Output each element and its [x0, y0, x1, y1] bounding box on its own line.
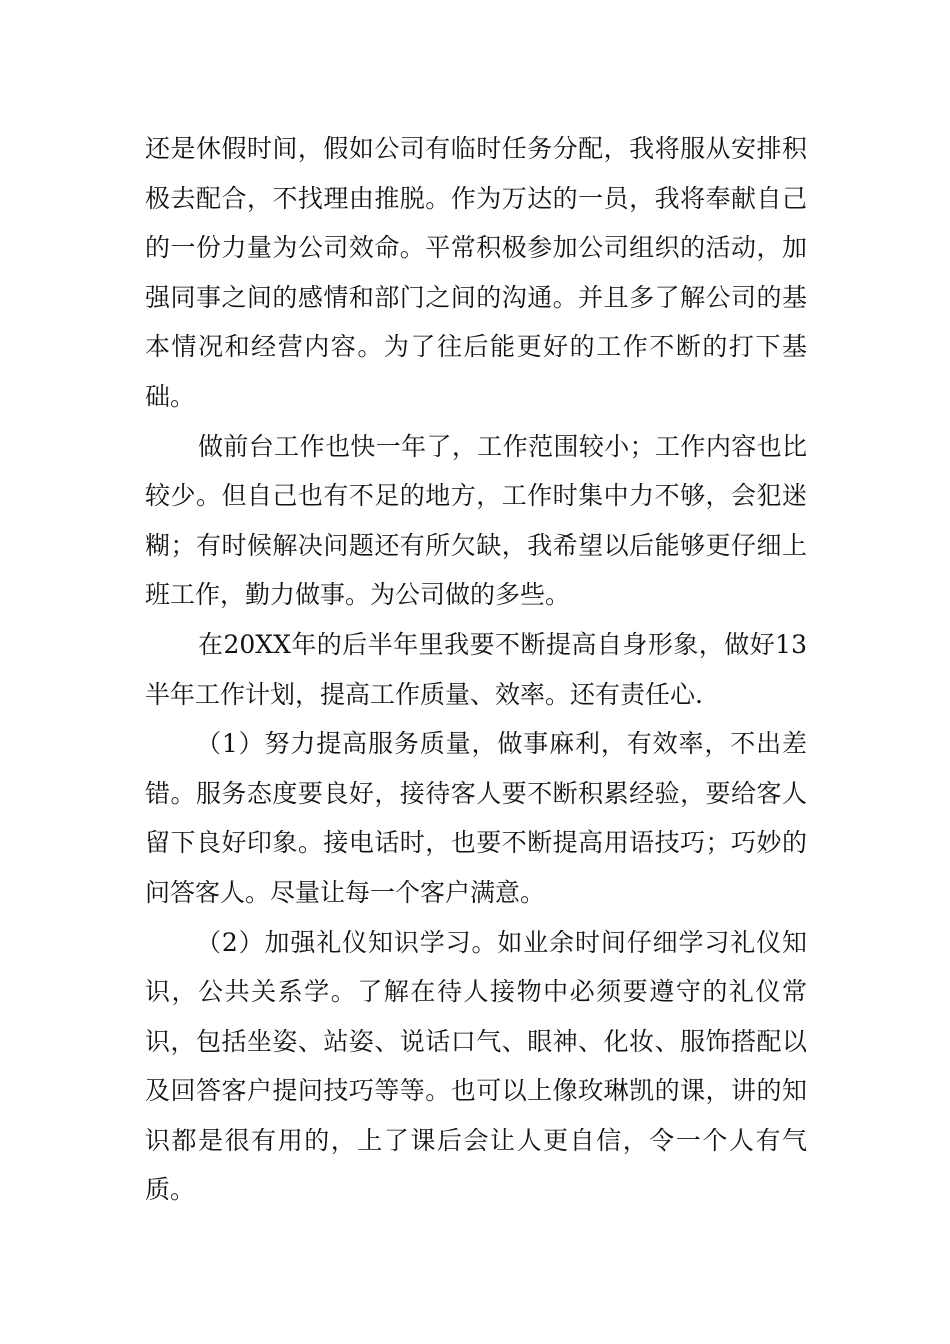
paragraph-3: 在20XX年的后半年里我要不断提高自身形象，做好13半年工作计划，提高工作质量、效率。还有责任心. [145, 629, 807, 709]
paragraph-2: 做前台工作也快一年了，工作范围较小；工作内容也比较少。但自己也有不足的地方，工作时集中力不够，会犯迷糊；有时候解决问题还有所欠缺，我希望以后能够更仔细上班工作，勤力做事。为公司做的多些。 [145, 431, 807, 610]
paragraph-1: 还是休假时间，假如公司有临时任务分配，我将服从安排积极去配合，不找理由推脱。作为万达的一员，我将奉献自己的一份力量为公司效命。平常积极参加公司组织的活动，加强同事之间的感情和部门之间的沟通。并且多了解公司的基本情况和经营内容。为了往后能更好的工作不断的打下基础。 [145, 134, 807, 411]
document-body [145, 124, 807, 1215]
paragraph-5: （2）加强礼仪知识学习。如业余时间仔细学习礼仪知识，公共关系学。了解在待人接物中必须要遵守的礼仪常识，包括坐姿、站姿、说话口气、眼神、化妆、服饰搭配以及回答客户提问技巧等等。也可以上像玫琳凯的课，讲的知识都是很有用的，上了课后会让人更自信，令一个人有气质。 [145, 927, 807, 1205]
paragraph-4: （1）努力提高服务质量，做事麻利，有效率，不出差错。服务态度要良好，接待客人要不断积累经验，要给客人留下良好印象。接电话时，也要不断提高用语技巧；巧妙的问答客人。尽量让每一个客户满意。 [145, 729, 807, 907]
